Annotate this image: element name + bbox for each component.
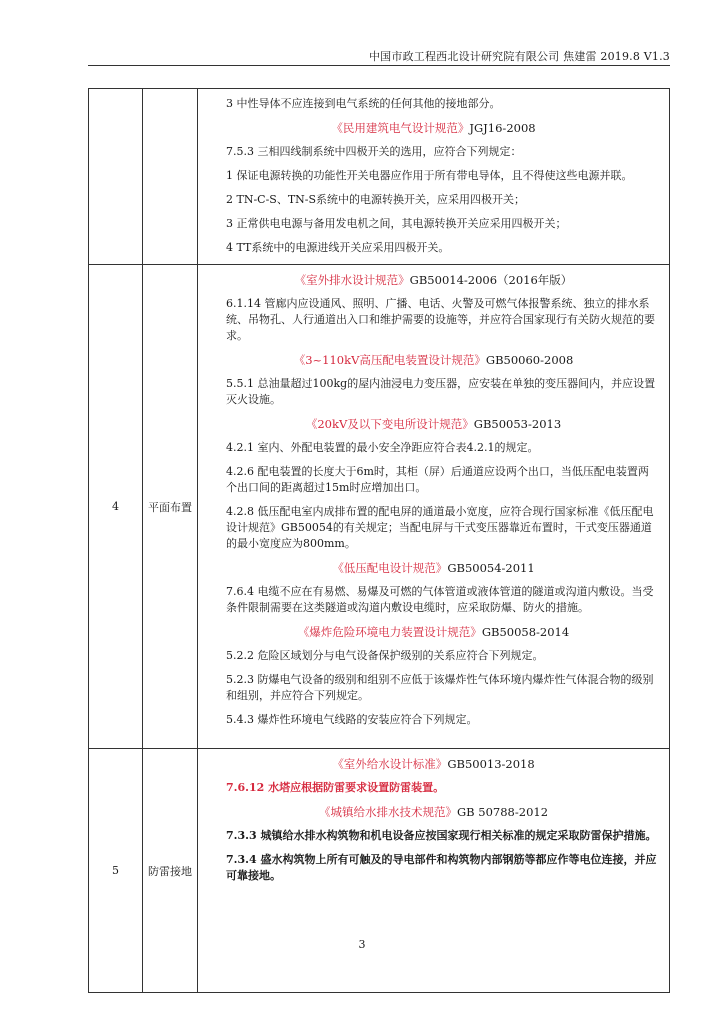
- row-content-cell: [198, 89, 670, 265]
- clause-text: 3 中性导体不应连接到电气系统的任何其他的接地部分。: [226, 97, 501, 110]
- standard-reference: [208, 560, 659, 576]
- clause-text: 5.2.3 防爆电气设备的级别和组别不应低于该爆炸性气体环境内爆炸性气体混合物的级别和组别，并应符合下列规定。: [226, 673, 654, 702]
- row-number-cell: 5: [89, 749, 143, 993]
- row-number-cell: 4: [89, 265, 143, 749]
- page-header: 中国市政工程西北设计研究院有限公司 焦建雷 2019.8 V1.3: [368, 50, 670, 63]
- standard-reference: [208, 352, 659, 368]
- header-divider: [88, 65, 670, 66]
- standard-code: GB50058-2014: [481, 625, 570, 639]
- standard-reference: [208, 624, 659, 640]
- clause-text: 5.5.1 总油量超过100kg的屋内油浸电力变压器，应安装在单独的变压器间内，并应设置灭火设施。: [226, 377, 656, 406]
- row-category-cell: 平面布置: [143, 265, 198, 749]
- standard-code: GB50053-2013: [473, 417, 562, 431]
- row-category-cell: [143, 89, 198, 265]
- row-content-cell: [198, 749, 670, 993]
- standard-title: 《20kV及以下变电所设计规范》: [305, 417, 474, 431]
- row-content-cell: [198, 265, 670, 749]
- clause-text: 2 TN-C-S、TN-S系统中的电源转换开关，应采用四极开关；: [226, 193, 526, 206]
- standard-reference: [208, 416, 659, 432]
- standard-reference: [208, 804, 659, 820]
- clause-text: 7.5.3 三相四线制系统中四极开关的选用，应符合下列规定：: [226, 145, 522, 158]
- standard-code: GB 50788-2012: [456, 805, 549, 819]
- clause-text: 4.2.1 室内、外配电装置的最小安全净距应符合表4.2.1的规定。: [226, 441, 539, 454]
- standard-code: GB50060-2008: [485, 353, 574, 367]
- standard-reference: [208, 120, 659, 136]
- standard-reference: [208, 272, 659, 288]
- clause-text: 4.2.6 配电装置的长度大于6m时，其柜（屏）后通道应设两个出口，当低压配电装置两个出口间的距离超过15m时应增加出口。: [226, 465, 649, 494]
- standard-title: 《低压配电设计规范》: [332, 561, 448, 575]
- standards-table: [88, 88, 670, 993]
- standard-title: 《室外给水设计标准》: [332, 757, 448, 771]
- standard-code: GB50054-2011: [447, 561, 535, 575]
- standard-title: 《室外排水设计规范》: [294, 273, 410, 287]
- clause-text: 4 TT系统中的电源进线开关应采用四极开关。: [226, 241, 450, 254]
- standard-title: 《爆炸危险环境电力装置设计规范》: [297, 625, 482, 639]
- clause-text: 4.2.8 低压配电室内成排布置的配电屏的通道最小宽度，应符合现行国家标准《低压配电设计规范》GB50054的有关规定；当配电屏与干式变压器靠近布置时，干式变压器通道的最小宽度应为800mm。: [226, 505, 654, 550]
- clause-text: 5.2.2 危险区域划分与电气设备保护级别的关系应符合下列规定。: [226, 649, 544, 662]
- standard-title: 《城镇给水排水技术规范》: [318, 805, 457, 819]
- clause-text: 7.3.3 城镇给水排水构筑物和机电设备应按国家现行相关标准的规定采取防雷保护措施。: [226, 829, 657, 842]
- clause-text: 7.6.12 水塔应根据防雷要求设置防雷装置。: [226, 781, 445, 794]
- row-number-cell: [89, 89, 143, 265]
- table-row: [89, 265, 670, 749]
- standard-title: 《民用建筑电气设计规范》: [331, 121, 470, 135]
- clause-text: 7.3.4 盛水构筑物上所有可触及的导电部件和构筑物内部钢筋等都应作等电位连接，并应可靠接地。: [226, 853, 657, 882]
- standard-reference: [208, 756, 659, 772]
- standard-code: JGJ16-2008: [469, 121, 536, 135]
- table-row: [89, 749, 670, 993]
- table-row: [89, 89, 670, 265]
- row-category-cell: 防雷接地: [143, 749, 198, 993]
- standard-code: GB50013-2018: [447, 757, 535, 771]
- standard-title: 《3~110kV高压配电装置设计规范》: [293, 353, 486, 367]
- clause-text: 7.6.4 电缆不应在有易燃、易爆及可燃的气体管道或液体管道的隧道或沟道内敷设。当受条件限制需要在这类隧道或沟道内敷设电缆时，应采取防爆、防火的措施。: [226, 585, 654, 614]
- clause-text: 5.4.3 爆炸性环境电气线路的安装应符合下列规定。: [226, 713, 478, 726]
- page-number: 3: [358, 938, 366, 951]
- standard-code: GB50014-2006（2016年版）: [409, 273, 573, 287]
- clause-text: 3 正常供电电源与备用发电机之间，其电源转换开关应采用四极开关；: [226, 217, 567, 230]
- clause-text: 6.1.14 管廊内应设通风、照明、广播、电话、火警及可燃气体报警系统、独立的排水系统、吊物孔、人行通道出入口和维护需要的设施等，并应符合国家现行有关防火规范的要求。: [226, 297, 655, 342]
- clause-text: 1 保证电源转换的功能性开关电器应作用于所有带电导体，且不得使这些电源并联。: [226, 169, 633, 182]
